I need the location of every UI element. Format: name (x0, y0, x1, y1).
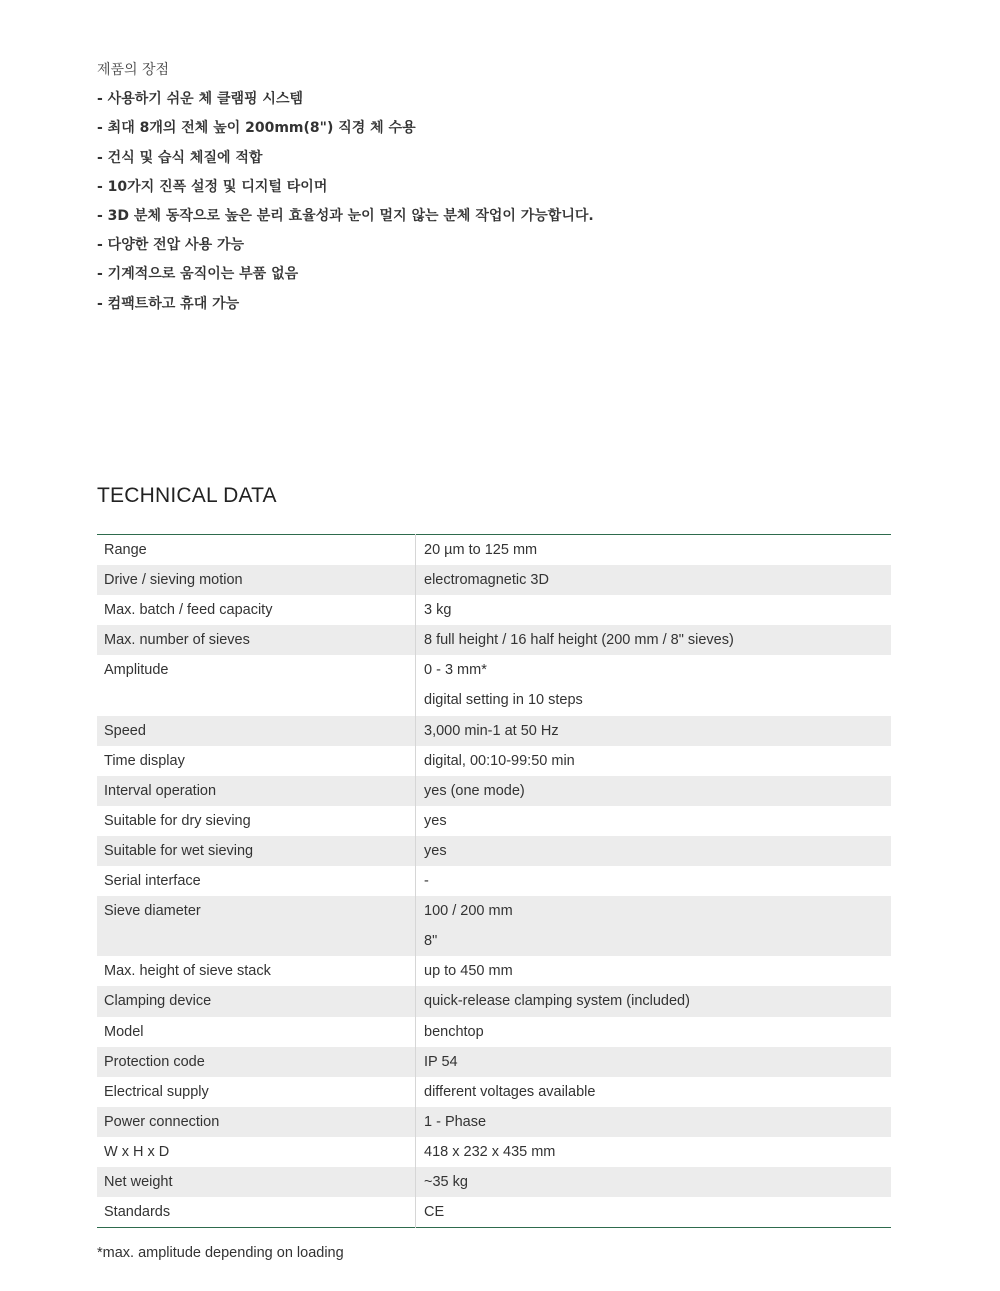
table-row (97, 1017, 891, 1047)
spec-value-cell (416, 1107, 892, 1137)
spec-label: Net weight (104, 1173, 173, 1190)
spec-value: 8" (424, 933, 438, 950)
spec-value-cell (416, 986, 892, 1016)
spec-value: 0 - 3 mm* (424, 662, 487, 679)
table-row (97, 1077, 891, 1107)
spec-value-cell (416, 776, 892, 806)
spec-label-cell (97, 956, 416, 986)
spec-label: Range (104, 542, 147, 558)
spec-label: Suitable for dry sieving (104, 812, 251, 829)
spec-value-cell (416, 836, 892, 866)
spec-label-cell (97, 595, 416, 625)
spec-label-cell (97, 565, 416, 595)
spec-value-cell (416, 655, 892, 715)
table-row (97, 746, 891, 776)
spec-label-cell (97, 535, 416, 566)
spec-value: benchtop (424, 1023, 484, 1040)
spec-value: yes (424, 842, 447, 859)
table-row (97, 896, 891, 956)
spec-value-cell (416, 1197, 892, 1228)
table-row (97, 866, 891, 896)
spec-value: IP 54 (424, 1053, 458, 1070)
spec-value-cell (416, 535, 892, 566)
table-row (97, 986, 891, 1016)
table-row (97, 776, 891, 806)
spec-label-cell (97, 1137, 416, 1167)
table-row (97, 1137, 891, 1167)
spec-value: digital setting in 10 steps (424, 692, 583, 709)
spec-value-cell (416, 1167, 892, 1197)
advantage-item: - 10가지 진폭 설정 및 디지털 타이머 (97, 178, 328, 195)
spec-value-cell (416, 806, 892, 836)
table-row (97, 1107, 891, 1137)
spec-label-cell (97, 866, 416, 896)
spec-value: different voltages available (424, 1083, 596, 1100)
spec-value: 8 full height / 16 half height (200 mm / 8" sieves) (424, 632, 734, 649)
spec-label: Protection code (104, 1053, 205, 1070)
table-row (97, 836, 891, 866)
spec-label: Electrical supply (104, 1083, 209, 1100)
table-row (97, 1047, 891, 1077)
spec-value-cell (416, 1077, 892, 1107)
spec-label: Max. batch / feed capacity (104, 602, 273, 619)
advantage-item: - 건식 및 습식 체질에 적합 (97, 149, 263, 166)
table-row (97, 1197, 891, 1228)
spec-label-cell (97, 1197, 416, 1228)
spec-label: Serial interface (104, 873, 201, 890)
table-row (97, 956, 891, 986)
spec-value: 1 - Phase (424, 1113, 487, 1130)
table-row (97, 655, 891, 715)
advantage-item: - 3D 분체 동작으로 높은 분리 효율성과 눈이 멀지 않는 분체 작업이 가능합니다. (97, 207, 594, 224)
spec-label: Sieve diameter (104, 903, 201, 920)
table-row (97, 595, 891, 625)
spec-value: digital, 00:10-99:50 min (424, 752, 575, 769)
technical-data-table (97, 534, 891, 1228)
spec-label: Model (104, 1023, 144, 1040)
spec-value-cell (416, 746, 892, 776)
spec-value: quick-release clamping system (included) (424, 993, 690, 1010)
spec-value: yes (424, 812, 447, 829)
advantage-item: - 최대 8개의 전체 높이 200mm(8") 직경 체 수용 (97, 120, 416, 137)
spec-label: Interval operation (104, 782, 217, 799)
spec-value-cell (416, 866, 892, 896)
spec-value-cell (416, 956, 892, 986)
spec-value: - (424, 873, 429, 890)
spec-value: 3 kg (424, 602, 452, 619)
table-row (97, 535, 891, 566)
spec-value-cell (416, 716, 892, 746)
spec-label-cell (97, 655, 416, 715)
spec-label: Power connection (104, 1113, 220, 1130)
spec-label-cell (97, 1017, 416, 1047)
spec-label-cell (97, 716, 416, 746)
advantage-item: - 컴팩트하고 휴대 가능 (97, 295, 240, 312)
advantage-item: - 사용하기 쉬운 체 클램핑 시스템 (97, 91, 303, 108)
spec-value-cell (416, 896, 892, 956)
spec-value: CE (424, 1204, 445, 1221)
amplitude-footnote: *max. amplitude depending on loading (97, 1245, 344, 1261)
spec-value-cell (416, 595, 892, 625)
spec-value-cell (416, 1137, 892, 1167)
technical-data-body (97, 535, 891, 1228)
table-row (97, 1167, 891, 1197)
spec-value-cell (416, 625, 892, 655)
advantages-heading: 제품의 장점 (97, 62, 170, 78)
spec-label-cell (97, 776, 416, 806)
spec-label-cell (97, 896, 416, 956)
spec-label-cell (97, 806, 416, 836)
spec-value: ~35 kg (424, 1173, 468, 1190)
spec-label-cell (97, 1047, 416, 1077)
spec-label-cell (97, 1077, 416, 1107)
spec-label: W x H x D (104, 1143, 170, 1160)
spec-value: yes (one mode) (424, 782, 525, 799)
spec-label-cell (97, 1107, 416, 1137)
spec-value-cell (416, 1017, 892, 1047)
spec-label-cell (97, 836, 416, 866)
spec-label: Amplitude (104, 662, 169, 679)
spec-value-cell (416, 1047, 892, 1077)
technical-data-title: TECHNICAL DATA (97, 484, 277, 507)
advantage-item: - 기계적으로 움직이는 부품 없음 (97, 266, 299, 283)
spec-label-cell (97, 1167, 416, 1197)
spec-label: Drive / sieving motion (104, 572, 243, 589)
spec-label-cell (97, 986, 416, 1016)
table-row (97, 716, 891, 746)
table-row (97, 625, 891, 655)
spec-label: Speed (104, 722, 146, 739)
spec-label: Suitable for wet sieving (104, 842, 254, 859)
spec-value: 100 / 200 mm (424, 903, 513, 920)
table-row (97, 565, 891, 595)
spec-value: up to 450 mm (424, 963, 513, 980)
spec-label: Time display (104, 752, 185, 769)
table-row (97, 806, 891, 836)
spec-label: Max. height of sieve stack (104, 963, 271, 980)
spec-label: Clamping device (104, 993, 212, 1010)
spec-value: 418 x 232 x 435 mm (424, 1143, 556, 1160)
spec-value: 3,000 min-1 at 50 Hz (424, 722, 559, 739)
spec-value: electromagnetic 3D (424, 572, 549, 589)
product-advantages (97, 56, 897, 319)
spec-label-cell (97, 746, 416, 776)
spec-value-cell (416, 565, 892, 595)
spec-label-cell (97, 625, 416, 655)
spec-value: 20 µm to 125 mm (424, 542, 538, 558)
advantage-item: - 다양한 전압 사용 가능 (97, 237, 245, 254)
spec-label: Standards (104, 1204, 171, 1221)
spec-label: Max. number of sieves (104, 632, 250, 649)
